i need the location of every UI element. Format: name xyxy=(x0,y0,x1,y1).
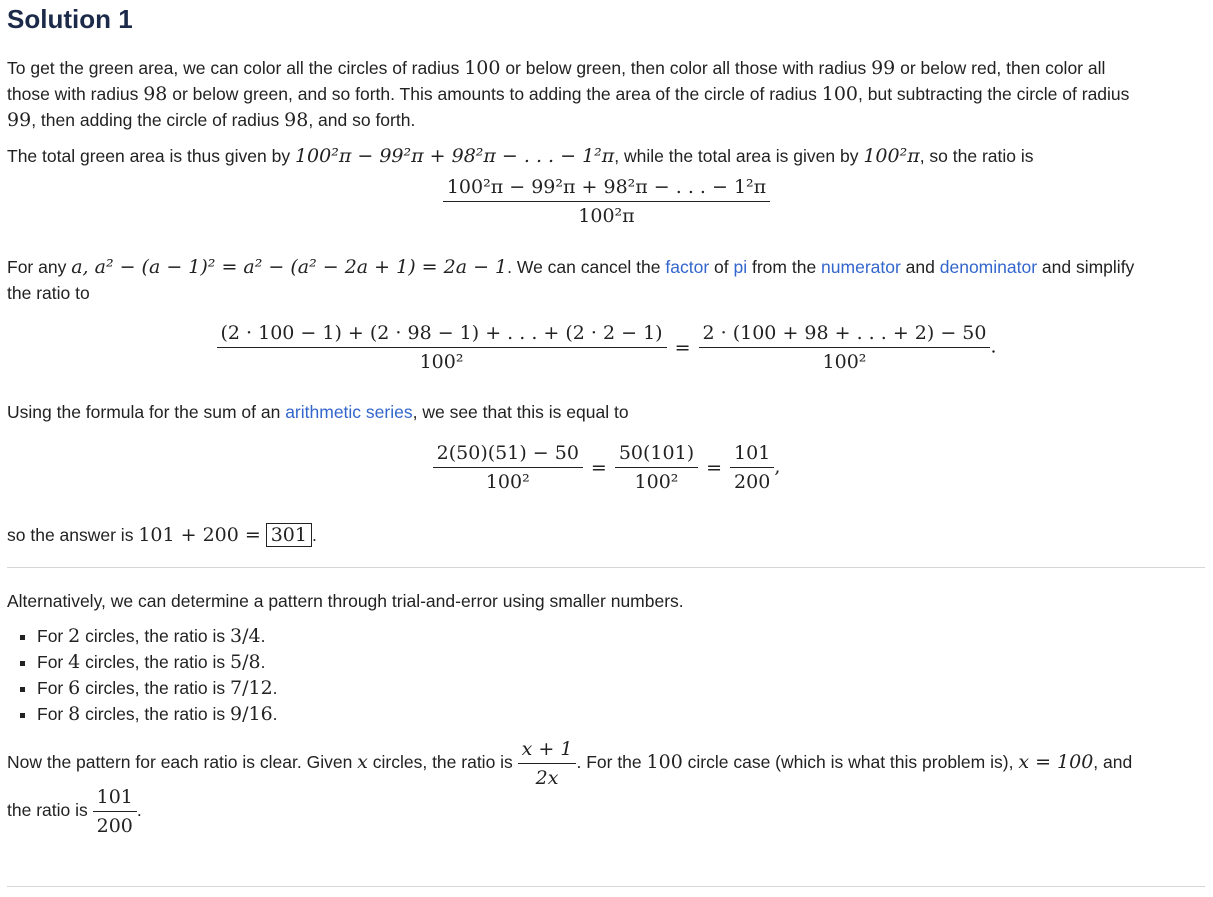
math: x = 100 xyxy=(1018,751,1094,773)
display-equation xyxy=(0,442,1213,493)
text: For xyxy=(37,678,69,698)
math: 100 xyxy=(646,751,683,773)
math: 6 xyxy=(68,677,81,699)
link-pi[interactable]: pi xyxy=(733,257,748,277)
text: . xyxy=(260,626,266,646)
text: from the xyxy=(747,257,822,277)
display-equation xyxy=(0,176,1213,227)
math: 9/16 xyxy=(230,703,273,725)
math: 101 + 200 = xyxy=(138,524,261,546)
list-item xyxy=(37,701,278,727)
text: those with radius xyxy=(7,84,144,104)
punctuation: , xyxy=(774,455,781,478)
punctuation: . xyxy=(990,335,997,358)
fraction xyxy=(217,322,667,373)
text: . We can cancel the xyxy=(507,257,666,277)
fraction xyxy=(433,442,583,493)
text: of xyxy=(709,257,734,277)
text: so the answer is xyxy=(7,525,139,545)
paragraph-line xyxy=(7,588,684,614)
math: 100 xyxy=(464,57,501,79)
equals-sign: = xyxy=(706,456,723,479)
text: For xyxy=(37,704,69,724)
section-divider xyxy=(7,567,1205,568)
link-numerator[interactable]: numerator xyxy=(821,257,901,277)
numerator: (2 · 100 − 1) + (2 · 98 − 1) + . . . + (2 · 2 − 1) xyxy=(217,322,667,348)
denominator: 100² xyxy=(485,471,530,493)
math: 100 xyxy=(821,83,859,105)
denominator: 2x xyxy=(535,766,559,789)
numerator: 2 · (100 + 98 + . . . + 2) − 50 xyxy=(699,322,991,348)
text: the ratio is xyxy=(7,800,93,820)
math: a, a² − (a − 1)² = a² − (a² − 2a + 1) = 2a − 1 xyxy=(71,256,508,278)
paragraph-line xyxy=(7,143,1034,169)
paragraph-line xyxy=(7,280,90,306)
text: . For the xyxy=(576,752,647,772)
text: , and xyxy=(1093,752,1133,772)
numerator: 50(101) xyxy=(615,442,698,468)
math: 4 xyxy=(68,651,81,673)
text: circle case (which is what this problem is), xyxy=(682,752,1019,772)
text: , and so forth. xyxy=(308,110,416,130)
text: Alternatively, we can determine a pattern through trial-and-error using smaller numbers. xyxy=(7,591,684,611)
denominator: 100² xyxy=(419,351,464,373)
math: 100²π − 99²π + 98²π − . . . − 1²π xyxy=(294,145,615,167)
text: and simplify xyxy=(1037,257,1135,277)
paragraph-line xyxy=(7,254,1134,280)
paragraph-line xyxy=(7,734,1132,790)
numerator: 2(50)(51) − 50 xyxy=(433,442,583,468)
math: 2 xyxy=(68,625,81,647)
text: To get the green area, we can color all the circles of radius xyxy=(7,58,465,78)
numerator: 101 xyxy=(730,442,774,468)
paragraph-line xyxy=(7,81,1129,107)
denominator: 200 xyxy=(96,814,133,837)
answer-line xyxy=(7,522,317,548)
paragraph-line xyxy=(7,55,1105,81)
denominator: 100²π xyxy=(578,205,635,227)
fraction xyxy=(730,442,774,493)
text: For xyxy=(37,652,69,672)
text: Now the pattern for each ratio is clear. Given xyxy=(7,752,358,772)
numerator: x + 1 xyxy=(518,738,577,764)
section-divider xyxy=(7,886,1205,887)
text: the ratio to xyxy=(7,283,90,303)
link-arithmetic-series[interactable]: arithmetic series xyxy=(285,402,413,422)
text: For any xyxy=(7,257,72,277)
text: or below green, then color all those with radius xyxy=(500,58,872,78)
equals-sign: = xyxy=(674,336,691,359)
display-equation xyxy=(0,322,1213,373)
paragraph-line xyxy=(7,399,629,425)
link-factor[interactable]: factor xyxy=(665,257,710,277)
math: 7/12 xyxy=(230,677,273,699)
paragraph-line xyxy=(7,782,142,838)
text: For xyxy=(37,626,69,646)
text: . xyxy=(272,678,278,698)
text: , while the total area is given by xyxy=(614,146,864,166)
numerator: 100²π − 99²π + 98²π − . . . − 1²π xyxy=(443,176,770,202)
math: 99 xyxy=(7,109,32,131)
math: 3/4 xyxy=(230,625,261,647)
text: Using the formula for the sum of an xyxy=(7,402,286,422)
math: 8 xyxy=(68,703,81,725)
fraction xyxy=(443,176,770,227)
denominator: 200 xyxy=(734,471,771,493)
text: The total green area is thus given by xyxy=(7,146,295,166)
paragraph-line xyxy=(7,107,415,133)
denominator: 100² xyxy=(634,471,679,493)
text: , we see that this is equal to xyxy=(412,402,629,422)
text: . xyxy=(272,704,278,724)
text: . xyxy=(260,652,266,672)
text: or below green, and so forth. This amounts to adding the area of the circle of radius xyxy=(167,84,822,104)
math: 100²π xyxy=(863,145,920,167)
list-item xyxy=(37,623,278,649)
math: x xyxy=(357,751,368,773)
fraction xyxy=(93,786,137,837)
equals-sign: = xyxy=(590,456,607,479)
denominator: 100² xyxy=(822,351,867,373)
text: circles, the ratio is xyxy=(80,704,230,724)
text: circles, the ratio is xyxy=(367,752,518,772)
fraction xyxy=(518,738,577,789)
boxed-answer: 301 xyxy=(266,523,312,547)
text: circles, the ratio is xyxy=(80,626,230,646)
link-denominator[interactable]: denominator xyxy=(939,257,1038,277)
list-item xyxy=(37,649,278,675)
text: or below red, then color all xyxy=(895,58,1106,78)
solution-heading: Solution 1 xyxy=(7,4,133,34)
text: and xyxy=(900,257,940,277)
math: 5/8 xyxy=(230,651,261,673)
punctuation: . xyxy=(136,800,142,820)
text: , so the ratio is xyxy=(919,146,1034,166)
list-item xyxy=(37,675,278,701)
math: 99 xyxy=(871,57,896,79)
text: circles, the ratio is xyxy=(80,652,230,672)
math: 98 xyxy=(143,83,168,105)
text: circles, the ratio is xyxy=(80,678,230,698)
pattern-list xyxy=(7,623,278,727)
fraction xyxy=(699,322,991,373)
numerator: 101 xyxy=(93,786,137,812)
fraction xyxy=(615,442,698,493)
math: 98 xyxy=(284,109,309,131)
text: , then adding the circle of radius xyxy=(31,110,285,130)
punctuation: . xyxy=(311,525,317,545)
text: , but subtracting the circle of radius xyxy=(858,84,1130,104)
